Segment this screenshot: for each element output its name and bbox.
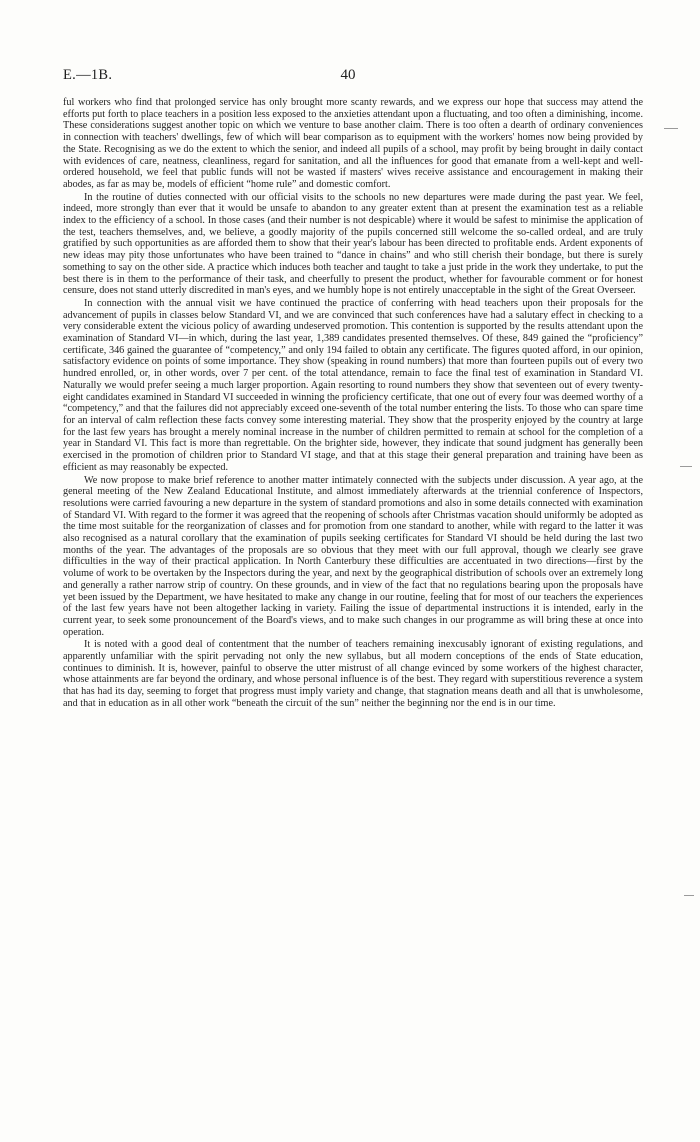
paragraph-4: We now propose to make brief reference to another matter intimately connected with the subjects under discussion. A year ago, at the general meeting of the New Zealand Educational Institute, and almost immediately afterwards at the triennial conference of Inspectors, resolutions were carried favouring a new departure in the system of standard promotions and also in some details connected with examination of Standard VI. With regard to the former it was agreed that the reopening of schools after Christmas vacation should uniformly be adopted as the time most suitable for the reorganization of classes and for promotion from one standard to another, while with regard to the latter it was also recognised as a natural corollary that the examination of pupils seeking certificates for Standard VI should be held during the last two months of the year. The advantages of the proposals are so obvious that they meet with our full approval, though we clearly see grave difficulties in the way of their practical application. In North Canterbury these difficulties are accentuated in two directions—first by the volume of work to be overtaken by the Inspectors during the year, and next by the geographical distribution of schools over an extremely long and generally a rather narrow strip of country. On these grounds, and in view of the fact that no regulations bearing upon the proposals have yet been issued by the Department, we have hesitated to make any change in our routine, feeling that for most of our teachers the experiences of the last few years have not been altogether lacking in variety. Failing the issue of departmental instructions it is intended, early in the current year, to seek some pronouncement of the Board's views, and to make such changes in our programme as will bring these at once into operation. — [63, 474, 643, 638]
paragraph-1: ful workers who find that prolonged service has only brought more scanty rewards, and we express our hope that success may attend the efforts put forth to place teachers in a position less exposed to the anxieties attendant upon a fluctuating, and too often a diminishing, income. These considerations suggest another topic on which we venture to base another claim. There is too often a dearth of ordinary conveniences in connection with teachers' dwellings, few of which will bear comparison as to equipment with the workers' homes now being provided by the State. Recognising as we do the extent to which the senior, and indeed all pupils of a school, may profit by being brought in daily contact with evidences of care, neatness, cleanliness, regard for sanitation, and all the influences for good that emanate from a well-kept and well-ordered household, we feel that public funds will not be wasted if masters' wives receive assistance and encouragement in making their abodes, as far as may be, models of efficient “home rule” and domestic comfort. — [63, 97, 643, 190]
page-number: 40 — [340, 67, 356, 83]
paragraph-5: It is noted with a good deal of contentment that the number of teachers remaining inexcusably ignorant of existing regulations, and apparently unfamiliar with the spirit pervading not only the new syllabus, but all modern conceptions of the ends of State education, continues to diminish. It is, however, painful to observe the utter mistrust of all change evinced by some workers of the highest character, whose attainments are far beyond the ordinary, and whose personal influence is of the best. They regard with superstitious reverence a system that has had its day, seeming to forget that progress must imply variety and change, that stagnation means death and all that is unwholesome, and that in education as in all other work “beneath the circuit of the sun” neither the beginning nor the end is in our time. — [63, 639, 643, 709]
margin-scan-mark — [664, 128, 678, 129]
paragraph-3: In connection with the annual visit we have continued the practice of conferring with head teachers upon their proposals for the advancement of pupils in classes below Standard VI, and we are convinced that such conferences have had a salutary effect in checking to a very considerable extent the vicious policy of awarding undeserved promotion. This contention is supported by the results attendant upon the examination of Standard VI—in which, during the last year, 1,389 candidates presented themselves. Of these, 849 gained the “proficiency” certificate, 346 gained the guarantee of “competency,” and only 194 failed to obtain any certificate. The figures quoted afford, in our opinion, satisfactory evidence on points of some importance. They show (speaking in round numbers) that more than fourteen pupils out of every two hundred enrolled, or, in other words, over 7 per cent. of the total attendance, remain to face the final test of examination in Standard VI. Naturally we would prefer seeing a much larger proportion. Again resorting to round numbers they show that seventeen out of every twenty-eight candidates examined in Standard VI succeeded in winning the proficiency certificate, that one out of every four was deemed worthy of a “competency,” and that the failures did not appreciably exceed one-seventh of the total number entering the lists. To those who can spare time for an interval of calm reflection these facts convey some interesting material. They show that the prosperity enjoyed by the country at large for the last few years has brought a merely nominal increase in the number of children permitted to remain at school for the completion of a year in Standard VI. This fact is more than regrettable. On the brighter side, however, they indicate that sound judgment has generally been exercised in the promotion of children prior to Standard VI stage, and that at this stage their general preparation and training have been as efficient as may reasonably be expected. — [63, 297, 643, 473]
body-text — [63, 97, 643, 711]
paragraph-2: In the routine of duties connected with our official visits to the schools no new departures were made during the past year. We feel, indeed, more strongly than ever that it would be unsafe to abandon to any greater extent than at present the examination test as a reliable index to the efficiency of a school. In those cases (and their number is not despicable) where it would be safest to minimise the application of the test, teachers themselves, and, we believe, a goodly majority of the pupils concerned still welcome the so-called ordeal, and are truly gratified by such opportunities as are afforded them to show that their year's labour has been directed to profitable ends. Ardent exponents of new ideas may pity those unfortunates who have been trained to “dance in chains” and who still cherish their bondage, but there is surely something to say on the other side. A practice which induces both teacher and taught to take a just pride in the work they undertake, to put the best there is in them to the performance of their task, and cheerfully to present the product, whether for favourable comment or for honest censure, does not stand utterly discredited in man's eyes, and we humbly hope is not entirely unacceptable in the sight of the Great Overseer. — [63, 191, 643, 297]
page-header — [63, 67, 633, 85]
margin-scan-mark — [684, 895, 694, 896]
margin-scan-mark — [680, 466, 692, 467]
document-reference: E.—1B. — [63, 67, 113, 83]
